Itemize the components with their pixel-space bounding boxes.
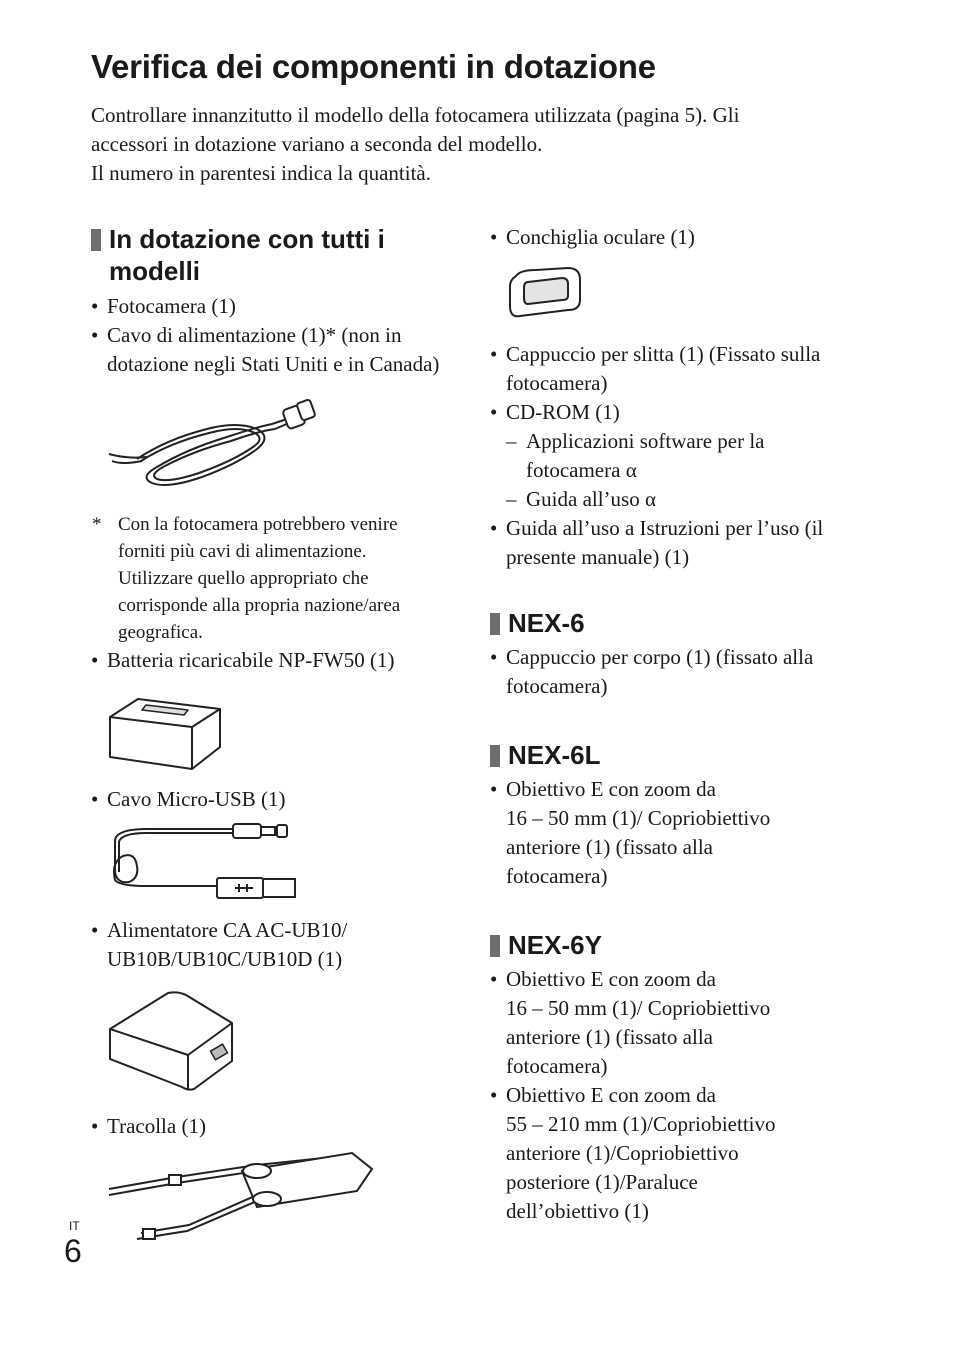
list-item-instructions: • Guida all’uso a Istruzioni per l’uso (il presente manuale) (1): [490, 514, 856, 572]
list-item-camera: • Fotocamera (1): [91, 292, 451, 321]
page-title: Verifica dei componenti in dotazione: [91, 48, 656, 85]
section-marker-icon: [490, 745, 500, 767]
power-cord-illustration: [107, 399, 317, 499]
section-marker-icon: [490, 613, 500, 635]
list-item-battery: • Batteria ricaricabile NP-FW50 (1): [91, 646, 451, 675]
intro-line: Controllare innanzitutto il modello della fotocamera utilizzata (pagina 5). Gli: [91, 103, 740, 127]
ac-adaptor-illustration: [108, 989, 238, 1094]
usb-cable-illustration: [107, 822, 307, 904]
list-item-lens-16-50: • Obiettivo E con zoom da 16 – 50 mm (1)/ Copriobiettivo anteriore (1) (fissato alla fotocamera): [490, 965, 806, 1081]
section-heading-nex6l: NEX-6L: [490, 739, 860, 771]
section-marker-icon: [490, 935, 500, 957]
section-heading-all-models: In dotazione con tutti i modelli: [91, 223, 451, 287]
list-item-lens-16-50: • Obiettivo E con zoom da 16 – 50 mm (1)/ Copriobiettivo anteriore (1) (fissato alla fotocamera): [490, 775, 806, 891]
page-number: 6: [64, 1233, 82, 1269]
sub-item-software: – Applicazioni software per la fotocamera α: [490, 427, 826, 485]
intro-line: Il numero in parentesi indica la quantità.: [91, 161, 431, 185]
list-item-eyecup: • Conchiglia oculare (1): [490, 223, 860, 252]
language-label: IT: [69, 1219, 80, 1233]
battery-illustration: [108, 695, 228, 775]
list-item-strap: • Tracolla (1): [91, 1112, 451, 1141]
sub-item-guide: – Guida all’uso α: [490, 485, 860, 514]
left-column: [91, 223, 451, 1241]
list-item-cdrom: • CD-ROM (1): [490, 398, 860, 427]
strap-illustration: [107, 1151, 377, 1241]
right-column: [490, 223, 860, 1226]
eyecup-illustration: [506, 266, 586, 326]
section-heading-nex6y: NEX-6Y: [490, 929, 860, 961]
list-item-usb-cable: • Cavo Micro-USB (1): [91, 785, 451, 814]
list-item-power-cord: • Cavo di alimentazione (1)* (non in dotazione negli Stati Uniti e in Canada): [91, 321, 443, 379]
list-item-ac-adaptor: • Alimentatore CA AC-UB10/ UB10B/UB10C/UB10D (1): [91, 916, 451, 974]
intro-text: [91, 101, 851, 188]
intro-line: accessori in dotazione variano a seconda del modello.: [91, 132, 543, 156]
section-marker-icon: [91, 229, 101, 251]
section-heading-nex6: NEX-6: [490, 607, 860, 639]
list-item-shoe-cap: • Cappuccio per slitta (1) (Fissato sulla fotocamera): [490, 340, 842, 398]
list-item-lens-55-210: • Obiettivo E con zoom da 55 – 210 mm (1)/Copriobiettivo anteriore (1)/Copriobiettivo posteriore (1)/Paraluce dell’obiettivo (1): [490, 1081, 816, 1226]
footnote: * Con la fotocamera potrebbero venire forniti più cavi di alimentazione. Utilizzare quello appropriato che corrisponde alla propria nazione/area geografica.: [92, 514, 401, 643]
list-item-body-cap: • Cappuccio per corpo (1) (fissato alla fotocamera): [490, 643, 836, 701]
